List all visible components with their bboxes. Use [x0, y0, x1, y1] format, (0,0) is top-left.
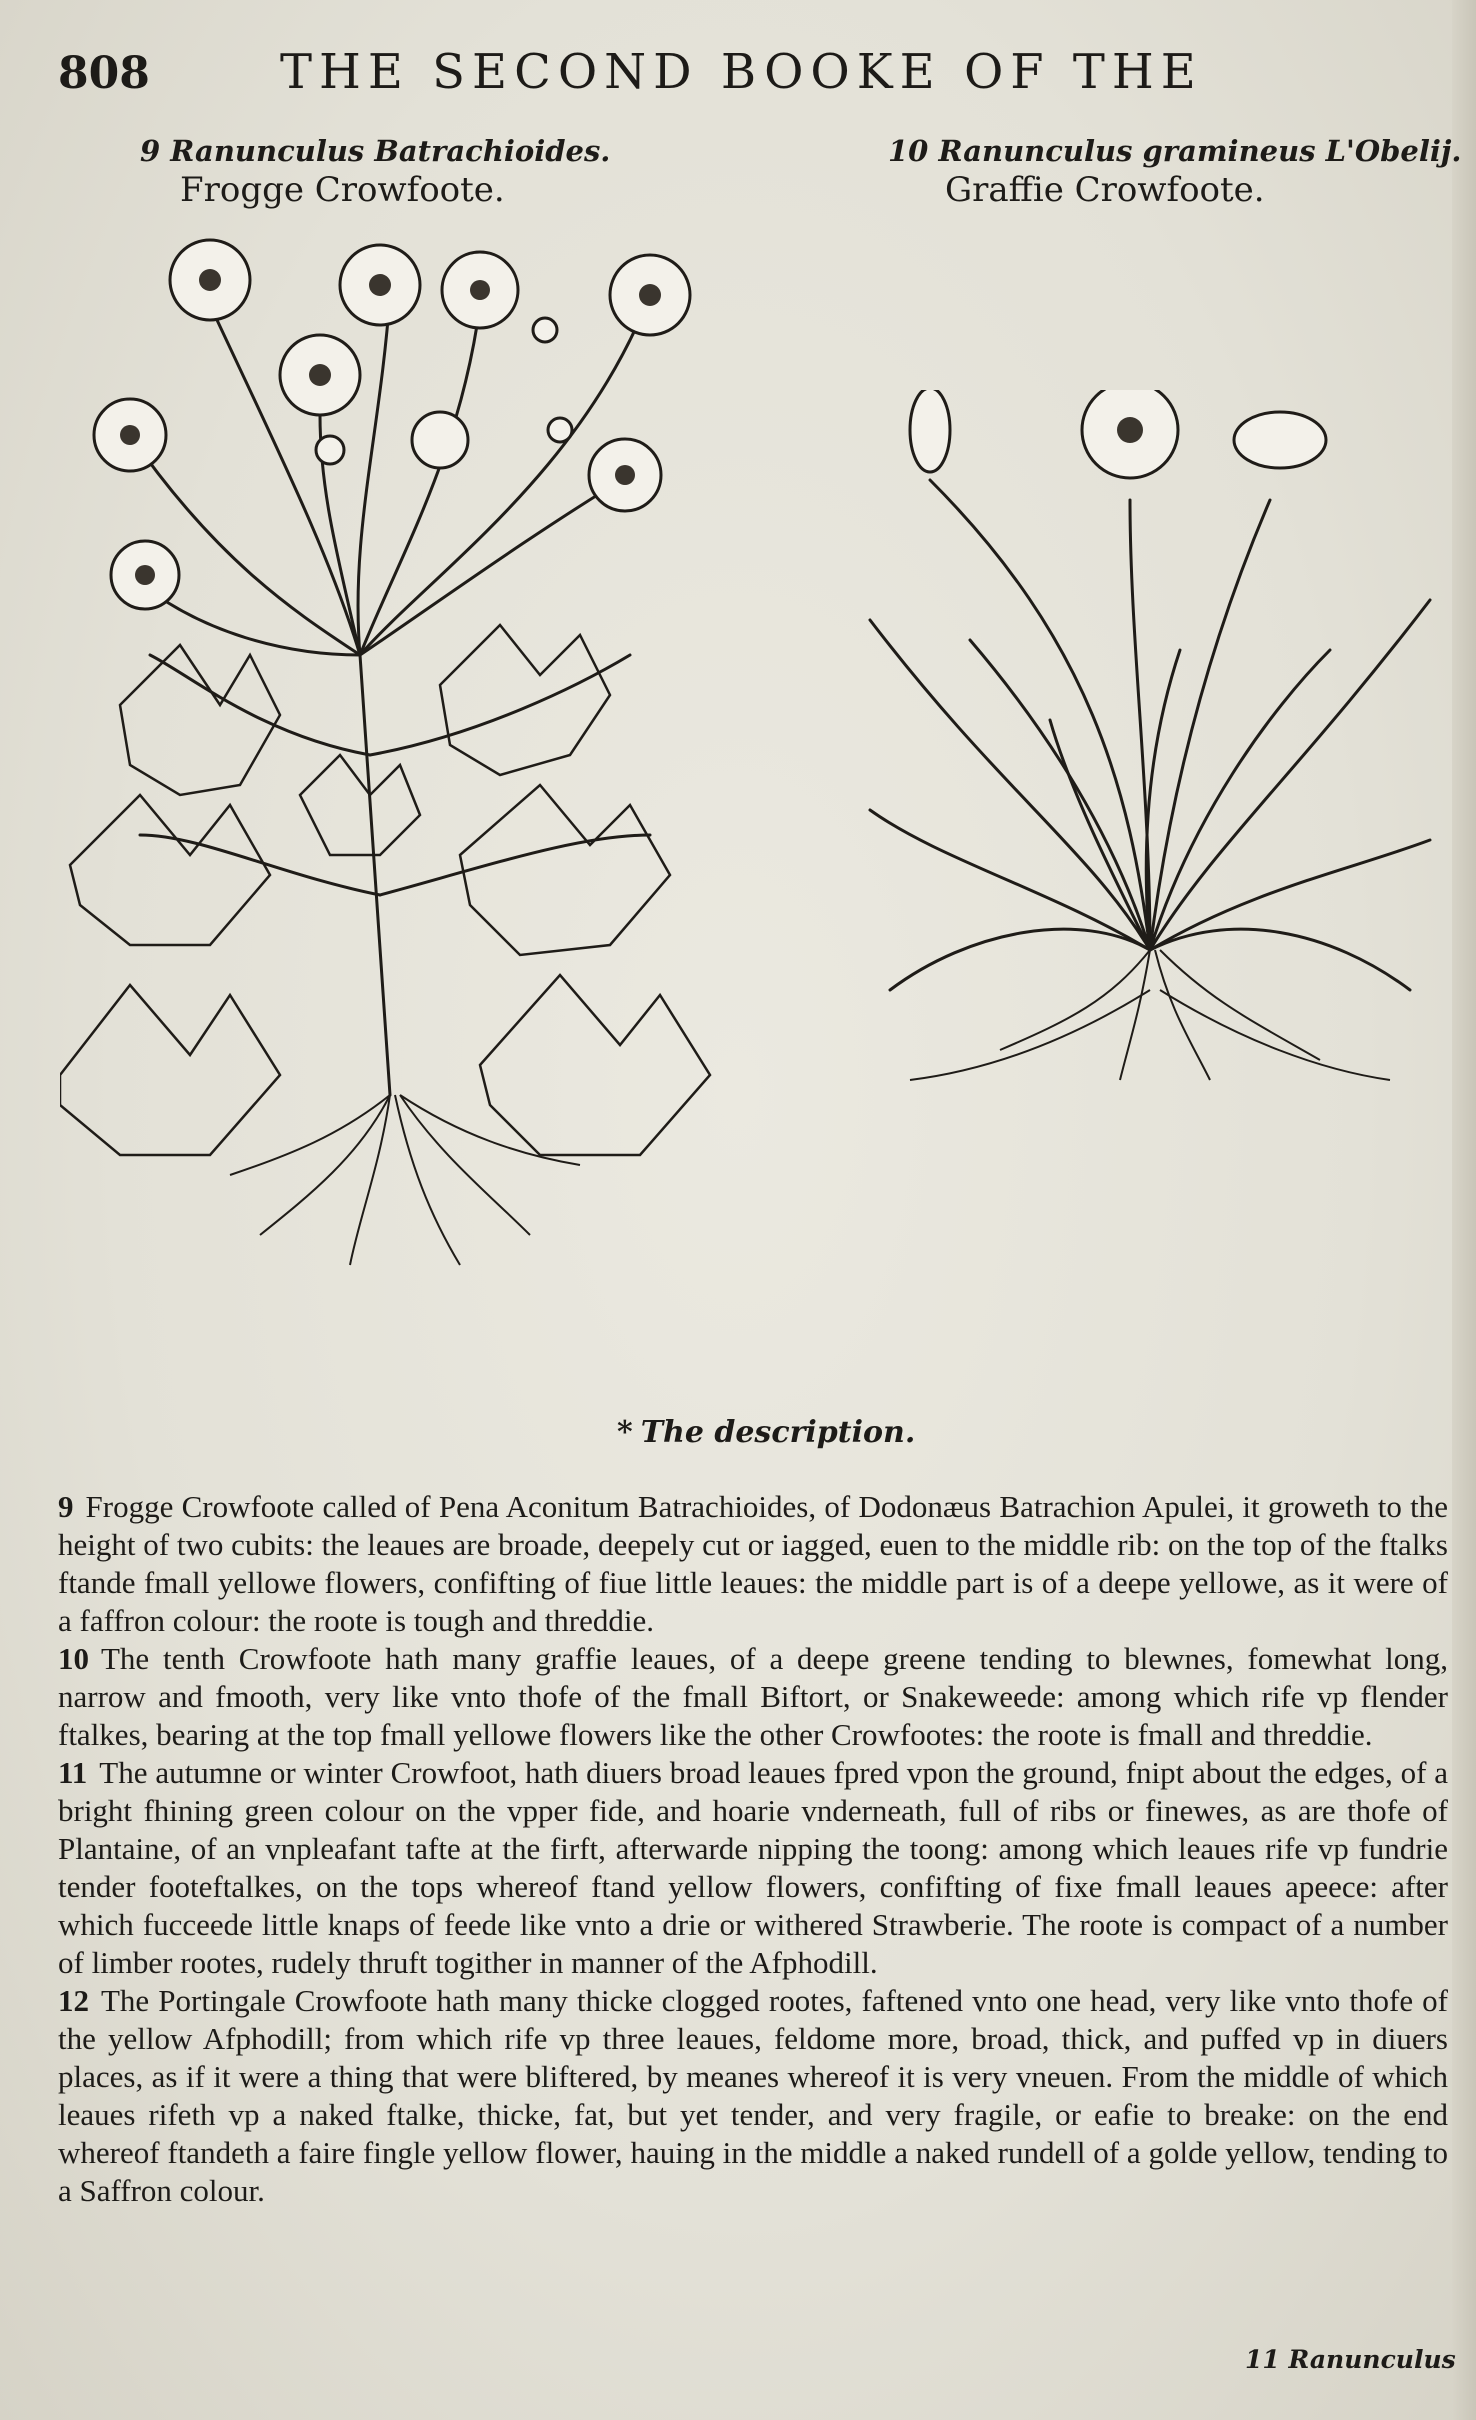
figure-9-name: Frogge Crowfoote. [180, 170, 505, 210]
figure-10-name: Graffie Crowfoote. [945, 170, 1265, 210]
paragraph-text: The Portingale Crowfoote hath many thicke clogged rootes, faftened vnto one head, very like vnto thofe of the yellow Afphodill; from which rife vp three leaues, feldome more, broad, thick, and puffed vp in diuers places, as if it were a thing that were bliftered, by meanes whereof it is very vneuen. From the middle of which leaues rifeth vp a naked ftalke, thicke, fat, but yet tender, and very fragile, or eafie to breake: on the end whereof ftandeth a faire fingle yellow flower, hauing in the middle a naked rundell of a golde yellow, tending to a Saffron colour. [58, 1983, 1448, 2208]
section-heading-title: The description. [640, 1415, 916, 1450]
frogge-crowfoote-woodcut [60, 235, 720, 1285]
paragraph-text: Frogge Crowfoote called of Pena Aconitum Batrachioides, of Dodonæus Batrachion Apulei, it groweth to the height of two cubits: the leaues are broade, deepely cut or iagged, euen to the middle rib: on the top of the ftalks ftande fmall yellowe flowers, confifting of fiue little leaues: the middle part is of a deepe yellowe, as it were of a faffron colour: the roote is tough and threddie. [58, 1489, 1448, 1638]
figure-9-latin-label: 9 Ranunculus Batrachioides. [140, 134, 611, 168]
page-edge [1452, 0, 1476, 2420]
running-head: THE SECOND BOOKE OF THE [280, 44, 1203, 100]
paragraph-12 [58, 1982, 1448, 2210]
asterisk-icon: * [617, 1415, 633, 1450]
graffie-crowfoote-woodcut [850, 390, 1450, 1110]
figure-10-latin-label: 10 Ranunculus gramineus L'Obelij. [888, 134, 1462, 168]
paragraph-number: 10 [58, 1641, 89, 1676]
description-body [58, 1488, 1448, 2210]
paragraph-10 [58, 1640, 1448, 1754]
paragraph-9 [58, 1488, 1448, 1640]
paragraph-number: 12 [58, 1983, 89, 2018]
paragraph-text: The tenth Crowfoote hath many graffie leaues, of a deepe greene tending to blewnes, fomewhat long, narrow and fmooth, very like vnto thofe of the fmall Biftort, or Snakeweede: among which rife vp flender ftalkes, bearing at the top fmall yellowe flowers like the other Crowfootes: the roote is fmall and threddie. [58, 1641, 1448, 1752]
paragraph-number: 9 [58, 1489, 74, 1524]
paragraph-number: 11 [58, 1755, 88, 1790]
paragraph-text: The autumne or winter Crowfoot, hath diuers broad leaues fpred vpon the ground, fnipt about the edges, of a bright fhining green colour on the vpper fide, and hoarie vnderneath, full of ribs or finewes, as are thofe of Plantaine, of an vnpleafant tafte at the firft, afterwarde nipping the toong: among which leaues rife vp fundrie tender footeftalkes, on the tops whereof ftand yellow flowers, confifting of fixe fmall leaues apeece: after which fucceede little knaps of feede like vnto a drie or withered Strawberie. The roote is compact of a number of limber rootes, rudely thruft togither in manner of the Afphodill. [58, 1755, 1448, 1980]
section-heading [617, 1415, 915, 1450]
page-number: 808 [58, 48, 150, 99]
catchword: 11 Ranunculus [1245, 2345, 1456, 2374]
paragraph-11 [58, 1754, 1448, 1982]
